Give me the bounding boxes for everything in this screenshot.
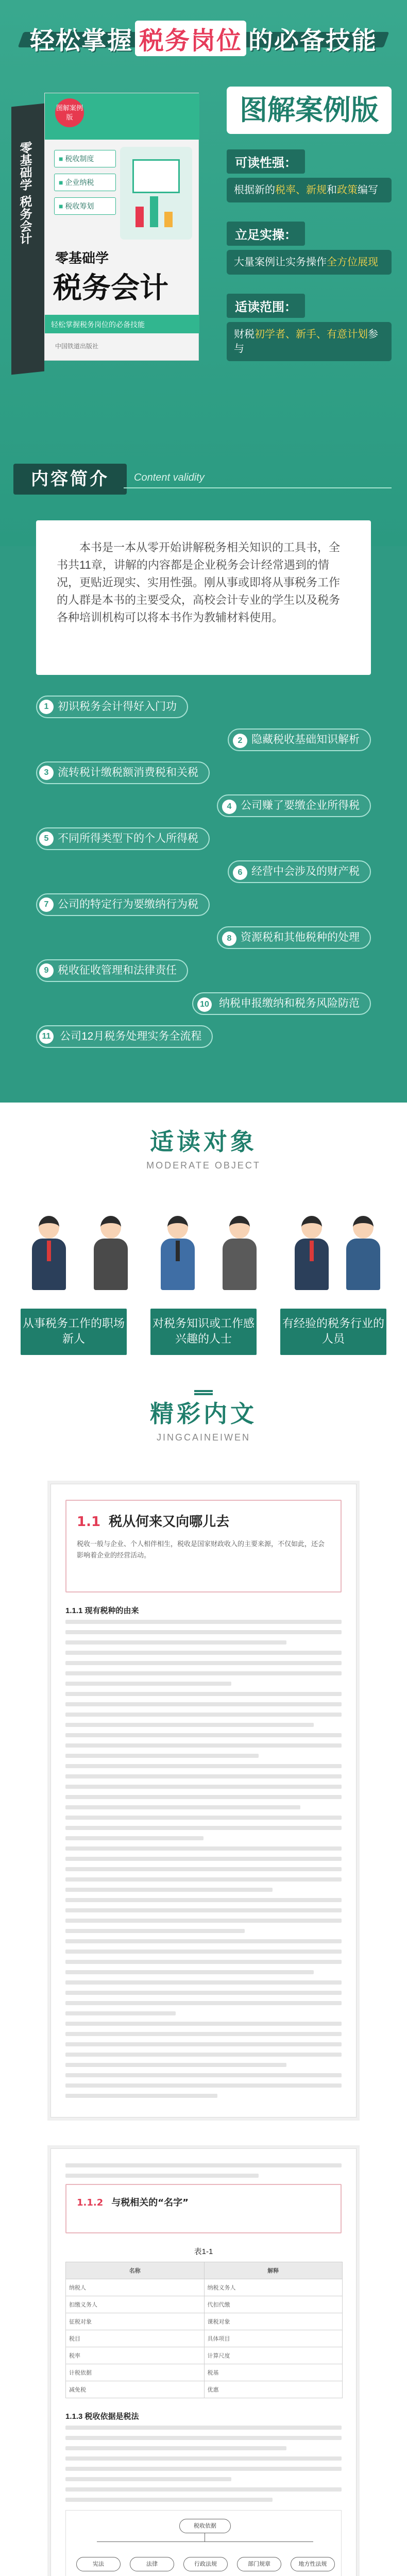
feature-scope	[227, 294, 392, 361]
chart-bar-icon	[164, 212, 173, 227]
section-heading: 1.1.1 现有税种的由来	[65, 1606, 139, 1615]
audience-box: 有经验的税务行业的人员	[280, 1309, 386, 1355]
tax-law-diagram	[65, 2510, 342, 2576]
cover-title: 税务会计	[53, 272, 168, 305]
cover-tags	[54, 150, 116, 221]
cover-tag: ■ 税收制度	[54, 150, 116, 167]
feature-label: 适读范围：	[227, 294, 305, 318]
person-icon	[216, 1216, 263, 1293]
cover-publisher: 中国铁道出版社	[55, 343, 99, 350]
person-icon	[340, 1216, 386, 1293]
excerpt-page-2	[50, 2148, 357, 2576]
badge-title: 图解案例版	[227, 87, 392, 134]
feature-practice	[227, 222, 392, 275]
toc-num: 6	[233, 866, 247, 880]
table-header: 名称	[66, 2262, 205, 2279]
toc-item	[36, 827, 371, 850]
diagram-root-node: 税收依据	[179, 2519, 231, 2533]
toc-item	[36, 794, 371, 817]
toc-pill: 初识税务会计得好入门功	[36, 696, 188, 718]
table-caption: 表1-1	[194, 2247, 213, 2256]
toc-num: 8	[222, 931, 236, 946]
cover-badge: 图解案例版	[55, 98, 84, 127]
banner-pre: 轻松掌握	[29, 26, 133, 55]
audience-title	[0, 1123, 407, 1171]
diagram-connector	[97, 2541, 313, 2542]
chart-bar-icon	[150, 196, 158, 227]
audience-title-en: MODERATE OBJECT	[146, 1160, 261, 1171]
feature-label: 立足实操：	[227, 222, 305, 246]
person-icon	[26, 1216, 72, 1293]
intro-body: 本书是一本从零开始讲解税务相关知识的工具书，全书共11章，讲解的内容都是企业税务会计经常遇到的情况，更贴近现实、实用性强。刚从事或即将从事税务工作的人群是本书的主要受众，高校会计专业的学生以及税务各种培训机构可以将本书作为教辅材料使用。	[36, 520, 371, 675]
diagram-node: 地方性法规	[291, 2557, 335, 2571]
hero-banner	[21, 12, 386, 60]
chapter-intro: 税收一般与企业、个人相伴相生，税收是国家财政收入的主要来源，不仅如此，还会影响着企业的经营活动。	[77, 1540, 325, 1559]
diagram-node: 部门规章	[237, 2557, 281, 2571]
toc-item	[36, 761, 371, 784]
toc	[36, 696, 371, 1058]
monitor-icon	[132, 159, 180, 193]
toc-num: 4	[222, 800, 236, 814]
diagram-node: 法律	[130, 2557, 174, 2571]
body-text-lines	[65, 2426, 342, 2502]
toc-num: 10	[197, 997, 212, 1012]
divider	[124, 487, 392, 488]
audience-title-cn: 适读对象	[150, 1128, 257, 1156]
toc-num: 1	[39, 700, 54, 714]
table-row: 减免税 优惠	[66, 2381, 343, 2398]
feature-text: 财税初学者、新手、有意计划参与	[227, 322, 392, 361]
cover-tag: ■ 税收筹划	[54, 197, 116, 215]
body-text-lines	[65, 1620, 342, 2098]
terms-table	[65, 2262, 343, 2398]
cover-subtitle: 零基础学	[55, 251, 109, 266]
feature-text: 根据新的税率、新规和政策编写	[227, 178, 392, 202]
section-title: 1.1.2 与税相关的“名字”	[77, 2197, 189, 2208]
toc-num: 11	[39, 1029, 54, 1044]
chart-bar-icon	[135, 207, 144, 227]
excerpt-title-en: JINGCAINEIWEN	[156, 1432, 250, 1443]
toc-item	[36, 1025, 371, 1048]
feature-text: 大量案例让实务操作全方位展现	[227, 250, 392, 275]
table-row: 计税依据 税基	[66, 2364, 343, 2381]
book-spine	[11, 104, 44, 375]
banner-highlight: 税务岗位	[135, 21, 246, 56]
diagram-node: 宪法	[76, 2557, 121, 2571]
feature-readability	[227, 149, 392, 202]
book-front	[44, 93, 199, 361]
chapter-header	[65, 1500, 342, 1592]
chapter-title: 1.1 税从何来又向哪儿去	[77, 1514, 230, 1530]
audience-box: 对税务知识或工作感兴趣的人士	[150, 1309, 257, 1355]
toc-item	[36, 893, 371, 916]
toc-pill: 公司12月税务处理实务全流程	[36, 1025, 213, 1048]
toc-pill: 税收征收管理和法律责任	[36, 959, 188, 982]
excerpt-title	[0, 1386, 407, 1443]
toc-num: 3	[39, 766, 54, 780]
toc-item	[36, 992, 371, 1015]
excerpt-title-cn: 精彩内文	[150, 1400, 257, 1428]
toc-num: 5	[39, 832, 54, 846]
section-heading: 1.1.3 税收依据是税法	[65, 2412, 139, 2421]
banner-post: 的必备技能	[248, 26, 378, 55]
table-header: 解释	[204, 2262, 343, 2279]
feature-label: 可读性强：	[227, 149, 305, 174]
intro-eng: Content validity	[134, 472, 205, 483]
toc-item	[36, 926, 371, 949]
spine-text: 零基础学 税务会计	[18, 141, 32, 246]
intro-header	[0, 453, 407, 505]
toc-item	[36, 696, 371, 718]
toc-pill: 2 隐藏税收基础知识解析	[228, 728, 371, 751]
toc-num: 2	[233, 734, 247, 748]
audience-box: 从事税务工作的职场新人	[21, 1309, 127, 1355]
title-ornament	[194, 1390, 213, 1395]
toc-item	[36, 860, 371, 883]
person-icon	[88, 1216, 134, 1293]
cover-tag: ■ 企业纳税	[54, 174, 116, 191]
body-text-lines	[65, 2163, 342, 2178]
toc-pill: 不同所得类型下的个人所得税	[36, 827, 210, 850]
cover-desc: 轻松掌握税务岗位的必备技能	[45, 315, 199, 333]
table-row: 纳税人 纳税义务人	[66, 2279, 343, 2296]
intro-title: 内容简介	[13, 464, 127, 495]
toc-pill: 流转税计缴税额消费税和关税	[36, 761, 210, 784]
toc-pill: 公司的特定行为要缴纳行为税	[36, 893, 210, 916]
toc-pill: 6 经营中会涉及的财产税	[228, 860, 371, 883]
table-row: 税率 计算尺度	[66, 2347, 343, 2364]
section-header	[65, 2184, 342, 2233]
diagram-node: 行政法规	[183, 2557, 228, 2571]
table-row: 征税对象 课税对象	[66, 2313, 343, 2330]
toc-pill: 10 纳税申报缴纳和税务风险防范	[192, 992, 371, 1015]
table-row: 税目 具体项目	[66, 2330, 343, 2347]
toc-pill: 8 资源税和其他税种的处理	[217, 926, 371, 949]
toc-num: 9	[39, 963, 54, 978]
cover-illustration	[120, 147, 192, 240]
person-icon	[289, 1216, 335, 1293]
excerpt-page-1	[50, 1484, 357, 2117]
audience-persons	[21, 1216, 386, 1319]
toc-pill: 4 公司赚了要缴企业所得税	[217, 794, 371, 817]
book-cover	[11, 93, 202, 361]
banner-text	[21, 21, 386, 56]
toc-num: 7	[39, 897, 54, 912]
toc-item	[36, 959, 371, 982]
table-row: 扣缴义务人 代扣代缴	[66, 2296, 343, 2313]
person-icon	[155, 1216, 201, 1293]
toc-item	[36, 728, 371, 751]
